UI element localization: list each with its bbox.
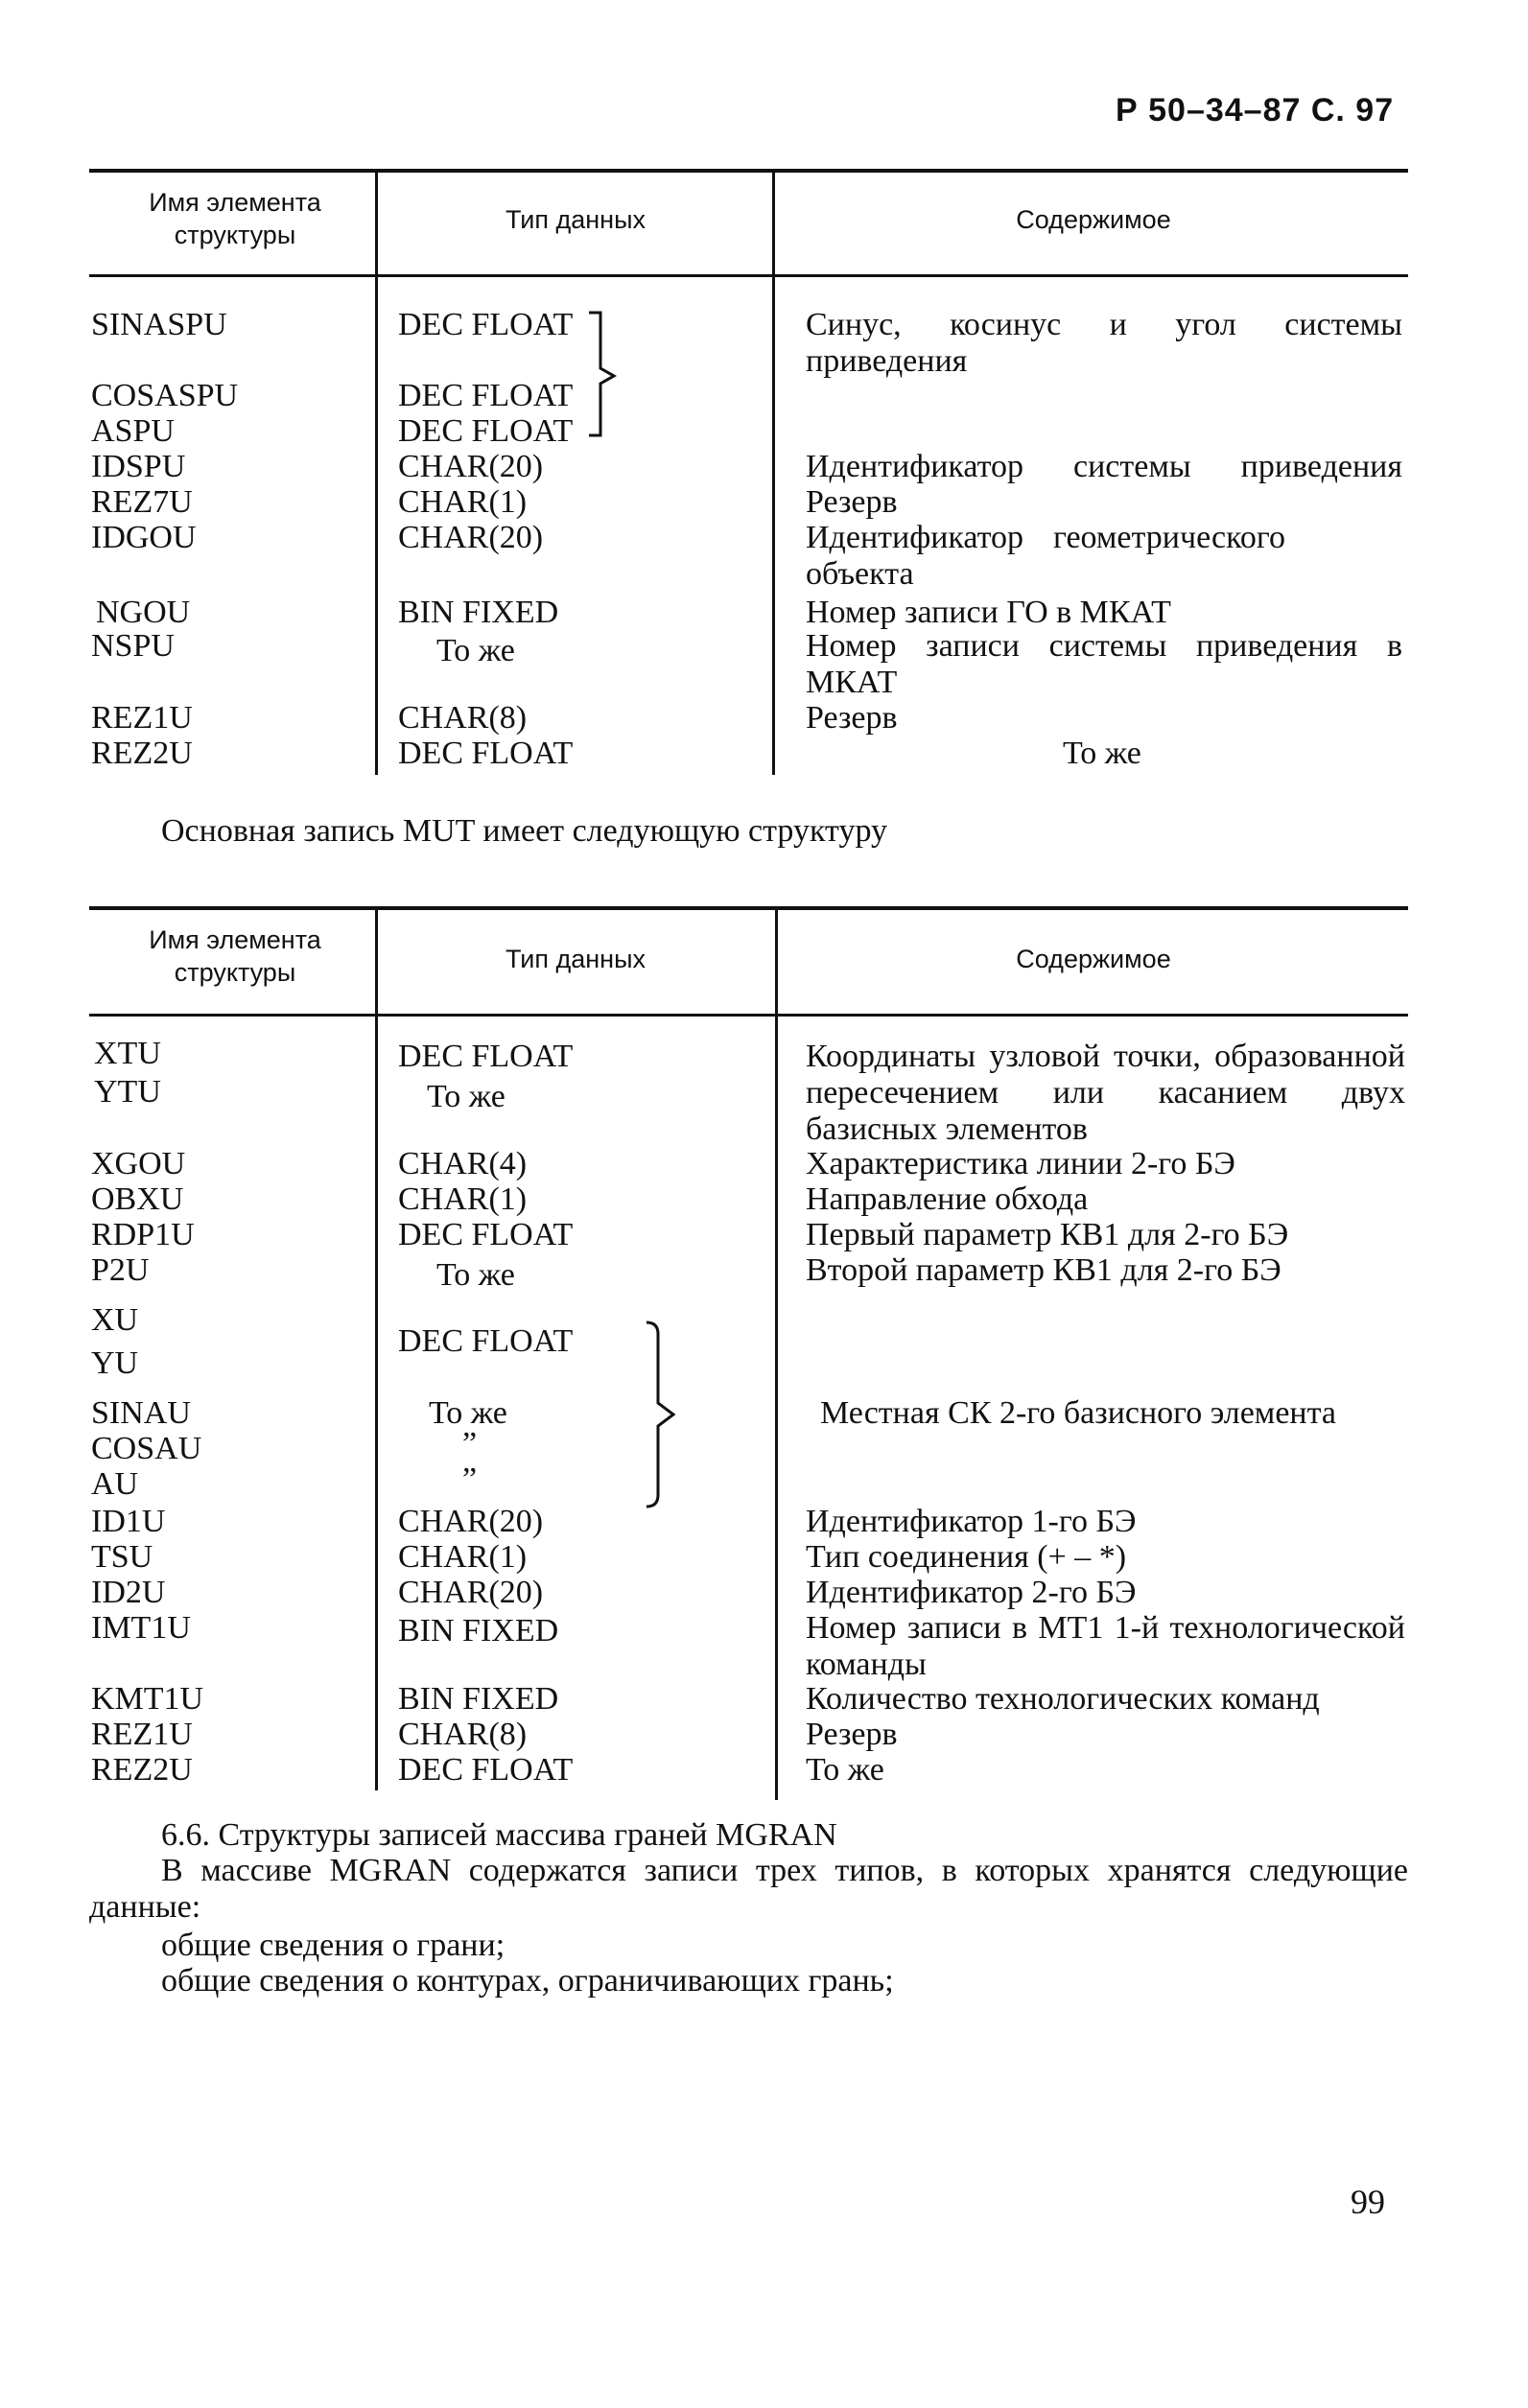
table-row-content: Идентификатор 1-го БЭ — [806, 1504, 1137, 1539]
table-row-type: DEC FLOAT — [398, 413, 574, 449]
section-paragraph-text: В массиве MGRAN содержатся записи трех типов, в которых хранятся следующие данные: — [89, 1853, 1408, 1925]
list-item: общие сведения о грани; — [161, 1928, 505, 1963]
table-row-name: XU — [91, 1302, 139, 1338]
table-row-name: TSU — [91, 1539, 153, 1575]
table-row-type: CHAR(1) — [398, 1181, 528, 1217]
table-row-content: Характеристика линии 2-го БЭ — [806, 1146, 1235, 1181]
table-row-name: ASPU — [91, 413, 175, 449]
table-row-name: IDSPU — [91, 449, 186, 484]
table-row-content: Количество технологических команд — [806, 1681, 1320, 1717]
table-row-content: То же — [806, 1752, 884, 1788]
table-1-header-name: Имя элемента структуры — [149, 188, 321, 249]
table-row-content: Номер записи в МТ1 1-й технологической команды — [806, 1610, 1405, 1682]
table-2-brace — [643, 1319, 691, 1510]
table-row-name: REZ2U — [91, 736, 193, 771]
table-row-type: CHAR(8) — [398, 1717, 528, 1752]
table-row-content: Резерв — [806, 484, 898, 520]
table-row-type: CHAR(20) — [398, 449, 544, 484]
table-row-type: BIN FIXED — [398, 1613, 559, 1648]
table-row-type: CHAR(20) — [398, 520, 544, 555]
table-row-name: XGOU — [91, 1146, 186, 1181]
table-row-name: COSAU — [91, 1431, 202, 1466]
table-1-divider-2 — [772, 171, 775, 775]
table-row-content: То же — [1063, 736, 1141, 771]
table-row-content: Направление обхода — [806, 1181, 1089, 1217]
table-2-top-rule — [89, 906, 1408, 910]
intro-text: Основная запись MUT имеет следующую структуру — [161, 813, 887, 849]
table-2-header-name: Имя элемента структуры — [149, 925, 321, 987]
section-heading: 6.6. Структуры записей массива граней MGRAN — [161, 1817, 837, 1853]
table-row-content: Номер записи системы приведения в МКАТ — [806, 628, 1402, 700]
table-row-name: XTU — [94, 1036, 161, 1071]
table-row-name: ID1U — [91, 1504, 166, 1539]
table-row-type: CHAR(1) — [398, 1539, 528, 1575]
list-item: общие сведения о контурах, ограничивающих грань; — [161, 1963, 894, 1999]
table-row-content: Номер записи ГО в МКАТ — [806, 595, 1171, 630]
table-row-type: То же — [436, 633, 515, 668]
table-1-header-rule — [89, 274, 1408, 277]
table-row-content: Тип соединения (+ – *) — [806, 1539, 1127, 1575]
table-row-type: CHAR(20) — [398, 1504, 544, 1539]
running-header: Р 50–34–87 С. 97 — [1116, 92, 1395, 129]
table-row-type: DEC FLOAT — [398, 1039, 574, 1074]
table-row-type: ” — [462, 1426, 478, 1461]
table-1-brace — [587, 307, 625, 441]
table-1-top-rule — [89, 169, 1408, 173]
table-row-name: ID2U — [91, 1575, 166, 1610]
table-row-name: SINASPU — [91, 307, 227, 342]
table-row-type: BIN FIXED — [398, 595, 559, 630]
table-row-type: DEC FLOAT — [398, 1217, 574, 1252]
table-row-type: DEC FLOAT — [398, 1752, 574, 1788]
page-number: 99 — [1351, 2183, 1385, 2221]
table-row-name: OBXU — [91, 1181, 184, 1217]
table-row-content: Местная СК 2-го базисного элемента — [820, 1395, 1336, 1431]
table-2-header-content: Содержимое — [1016, 945, 1171, 973]
table-row-name: RDP1U — [91, 1217, 195, 1252]
table-row-content: Второй параметр КВ1 для 2-го БЭ — [806, 1252, 1281, 1288]
table-row-name: IMT1U — [91, 1610, 191, 1646]
table-1-header-type: Тип данных — [505, 205, 646, 234]
table-row-content: Идентификатор системы приведения — [806, 449, 1402, 484]
table-row-content: Идентификатор 2-го БЭ — [806, 1575, 1137, 1610]
table-row-name: NSPU — [91, 628, 175, 664]
table-2-divider-2 — [775, 908, 778, 1800]
table-row-type: BIN FIXED — [398, 1681, 559, 1717]
table-row-name: REZ2U — [91, 1752, 193, 1788]
table-1-header-content: Содержимое — [1016, 205, 1171, 234]
table-row-name: IDGOU — [91, 520, 197, 555]
table-row-type: CHAR(4) — [398, 1146, 528, 1181]
table-row-type: То же — [427, 1079, 505, 1114]
table-row-name: REZ7U — [91, 484, 193, 520]
table-row-name: AU — [91, 1466, 139, 1502]
table-row-content: Идентификатор геометрического объекта — [806, 520, 1285, 592]
table-row-name: NGOU — [96, 595, 191, 630]
table-row-name: KMT1U — [91, 1681, 204, 1717]
table-row-type: То же — [436, 1257, 515, 1293]
table-row-name: SINAU — [91, 1395, 191, 1431]
table-row-type: DEC FLOAT — [398, 378, 574, 413]
table-row-content: Резерв — [806, 700, 898, 736]
table-row-type: ” — [462, 1461, 478, 1497]
table-row-type: CHAR(8) — [398, 700, 528, 736]
table-row-type: CHAR(1) — [398, 484, 528, 520]
table-row-name: REZ1U — [91, 700, 193, 736]
table-2-header-rule — [89, 1014, 1408, 1017]
table-row-content: Первый параметр КВ1 для 2-го БЭ — [806, 1217, 1289, 1252]
section-paragraph — [89, 1853, 1408, 1926]
table-row-name: REZ1U — [91, 1717, 193, 1752]
table-row-content: Резерв — [806, 1717, 898, 1752]
table-1-divider-1 — [375, 171, 378, 775]
table-row-type: DEC FLOAT — [398, 1323, 574, 1359]
table-row-content: Координаты узловой точки, образованной пересечением или касанием двух базисных элементов — [806, 1039, 1405, 1147]
table-row-type: То же — [429, 1395, 507, 1431]
table-2-header-type: Тип данных — [505, 945, 646, 973]
table-row-name: YTU — [94, 1074, 161, 1110]
table-row-content: Синус, косинус и угол системы приведения — [806, 307, 1402, 379]
table-2-divider-1 — [375, 908, 378, 1790]
table-row-type: DEC FLOAT — [398, 736, 574, 771]
table-row-name: P2U — [91, 1252, 150, 1288]
table-row-type: DEC FLOAT — [398, 307, 574, 342]
table-row-type: CHAR(20) — [398, 1575, 544, 1610]
table-row-name: YU — [91, 1345, 139, 1381]
table-row-name: COSASPU — [91, 378, 239, 413]
